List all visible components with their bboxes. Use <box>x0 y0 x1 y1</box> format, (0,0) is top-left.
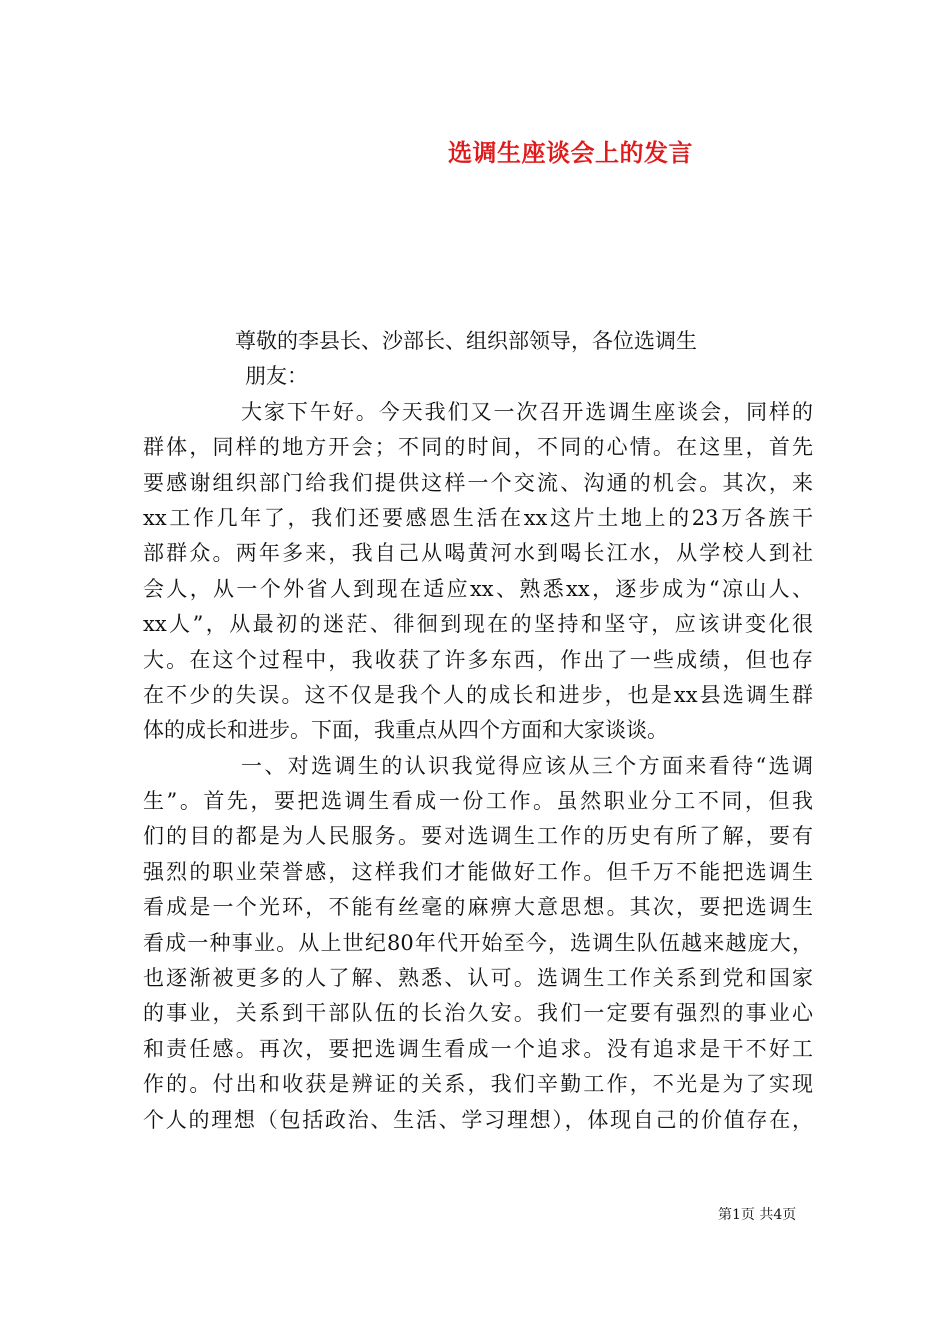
paragraph-1-line: 部群众。两年多来，我自己从喝黄河水到喝长江水，从学校人到社 <box>143 541 813 566</box>
paragraph-2-line: 看成一种事业。从上世纪80年代开始至今，选调生队伍越来越庞大， <box>143 930 813 955</box>
salutation-line-1: 尊敬的李县长、沙部长、组织部领导，各位选调生 <box>235 329 697 353</box>
paragraph-1-line: 大家下午好。今天我们又一次召开选调生座谈会，同样的 <box>241 399 813 424</box>
paragraph-2-line: 作的。付出和收获是辨证的关系，我们辛勤工作，不光是为了实现 <box>143 1072 813 1097</box>
page-number-footer: 第1页 共4页 <box>718 1207 797 1223</box>
paragraph-2-line: 生”。首先，要把选调生看成一份工作。虽然职业分工不同，但我 <box>143 789 813 814</box>
paragraph-1-line: 体的成长和进步。下面，我重点从四个方面和大家谈谈。 <box>143 718 668 743</box>
paragraph-2-line: 强烈的职业荣誉感，这样我们才能做好工作。但千万不能把选调生 <box>143 859 813 884</box>
paragraph-2-line: 的事业，关系到干部队伍的长治久安。我们一定要有强烈的事业心 <box>143 1001 813 1026</box>
document-body <box>143 324 813 1138</box>
paragraph-2-line: 也逐渐被更多的人了解、熟悉、认可。选调生工作关系到党和国家 <box>143 966 813 991</box>
document-title: 选调生座谈会上的发言 <box>448 138 693 167</box>
paragraph-2-line: 和责任感。再次，要把选调生看成一个追求。没有追求是干不好工 <box>143 1036 813 1061</box>
paragraph-1-line: xx工作几年了，我们还要感恩生活在xx这片土地上的23万各族干 <box>143 505 813 530</box>
paragraph-2-line: 一、对选调生的认识我觉得应该从三个方面来看待“选调 <box>241 753 813 778</box>
paragraph-1-line: 在不少的失误。这不仅是我个人的成长和进步，也是xx县选调生群 <box>143 682 813 707</box>
paragraph-1-line: 群体，同样的地方开会；不同的时间，不同的心情。在这里，首先 <box>143 435 813 460</box>
paragraph-1-line: 要感谢组织部门给我们提供这样一个交流、沟通的机会。其次，来 <box>143 470 813 495</box>
paragraph-2-line: 们的目的都是为人民服务。要对选调生工作的历史有所了解，要有 <box>143 824 813 849</box>
paragraph-1-line: 大。在这个过程中，我收获了许多东西，作出了一些成绩，但也存 <box>143 647 813 672</box>
paragraph-1-line: 会人，从一个外省人到现在适应xx、熟悉xx，逐步成为“凉山人、 <box>143 576 813 601</box>
paragraph-1-line: xx人”，从最初的迷茫、徘徊到现在的坚持和坚守，应该讲变化很 <box>143 612 813 637</box>
paragraph-2-line: 个人的理想（包括政治、生活、学习理想），体现自己的价值存在， <box>143 1107 813 1132</box>
paragraph-2-line: 看成是一个光环，不能有丝毫的麻痹大意思想。其次，要把选调生 <box>143 895 813 920</box>
salutation-line-2: 朋友： <box>245 364 308 389</box>
